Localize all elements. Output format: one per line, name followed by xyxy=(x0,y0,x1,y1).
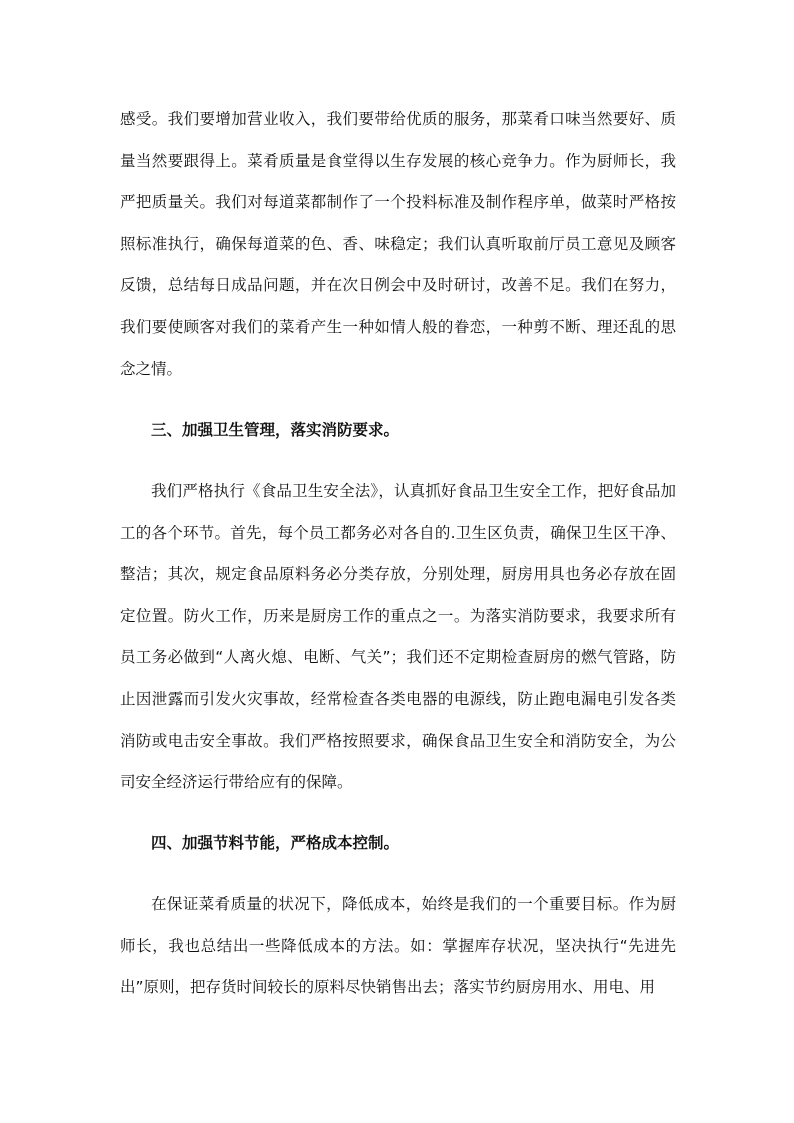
section-heading-cost: 四、加强节料节能，严格成本控制。 xyxy=(151,834,400,852)
paragraph-quality: 感受。我们要增加营业收入，我们要带给优质的服务，那菜肴口味当然要好、质量当然要跟得上。菜肴质量是食堂得以生存发展的核心竞争力。作为厨师长，我严把质量关。我们对每道菜都制作了一个投料标准及制作程序单，做菜时严格按照标准执行，确保每道菜的色、香、味稳定；我们认真听取前厅员工意见及顾客反馈，总结每日成品问题，并在次日例会中及时研讨，改善不足。我们在努力，我们要使顾客对我们的菜肴产生一种如情人般的眷恋，一种剪不断、理还乱的思念之情。 xyxy=(120,110,676,378)
section-heading-hygiene: 三、加强卫生管理，落实消防要求。 xyxy=(151,421,400,439)
paragraph-cost: 在保证菜肴质量的状况下，降低成本，始终是我们的一个重要目标。作为厨师长，我也总结出一些降低成本的方法。如：掌握库存状况，坚决执行“先进先出”原则，把存货时间较长的原料尽快销售出去；落实节约厨房用水、用电、用 xyxy=(120,895,676,997)
paragraph-hygiene: 我们严格执行《食品卫生安全法》，认真抓好食品卫生安全工作，把好食品加工的各个环节。首先，每个员工都务必对各自的.卫生区负责，确保卫生区干净、整洁；其次，规定食品原料务必分类存放，分别处理，厨房用具也务必存放在固定位置。防火工作，历来是厨房工作的重点之一。为落实消防要求，我要求所有员工务必做到“人离火熄、电断、气关”；我们还不定期检查厨房的燃气管路，防止因泄露而引发火灾事故，经常检查各类电器的电源线，防止跑电漏电引发各类消防或电击安全事故。我们严格按照要求，确保食品卫生安全和消防安全，为公司安全经济运行带给应有的保障。 xyxy=(120,482,676,792)
